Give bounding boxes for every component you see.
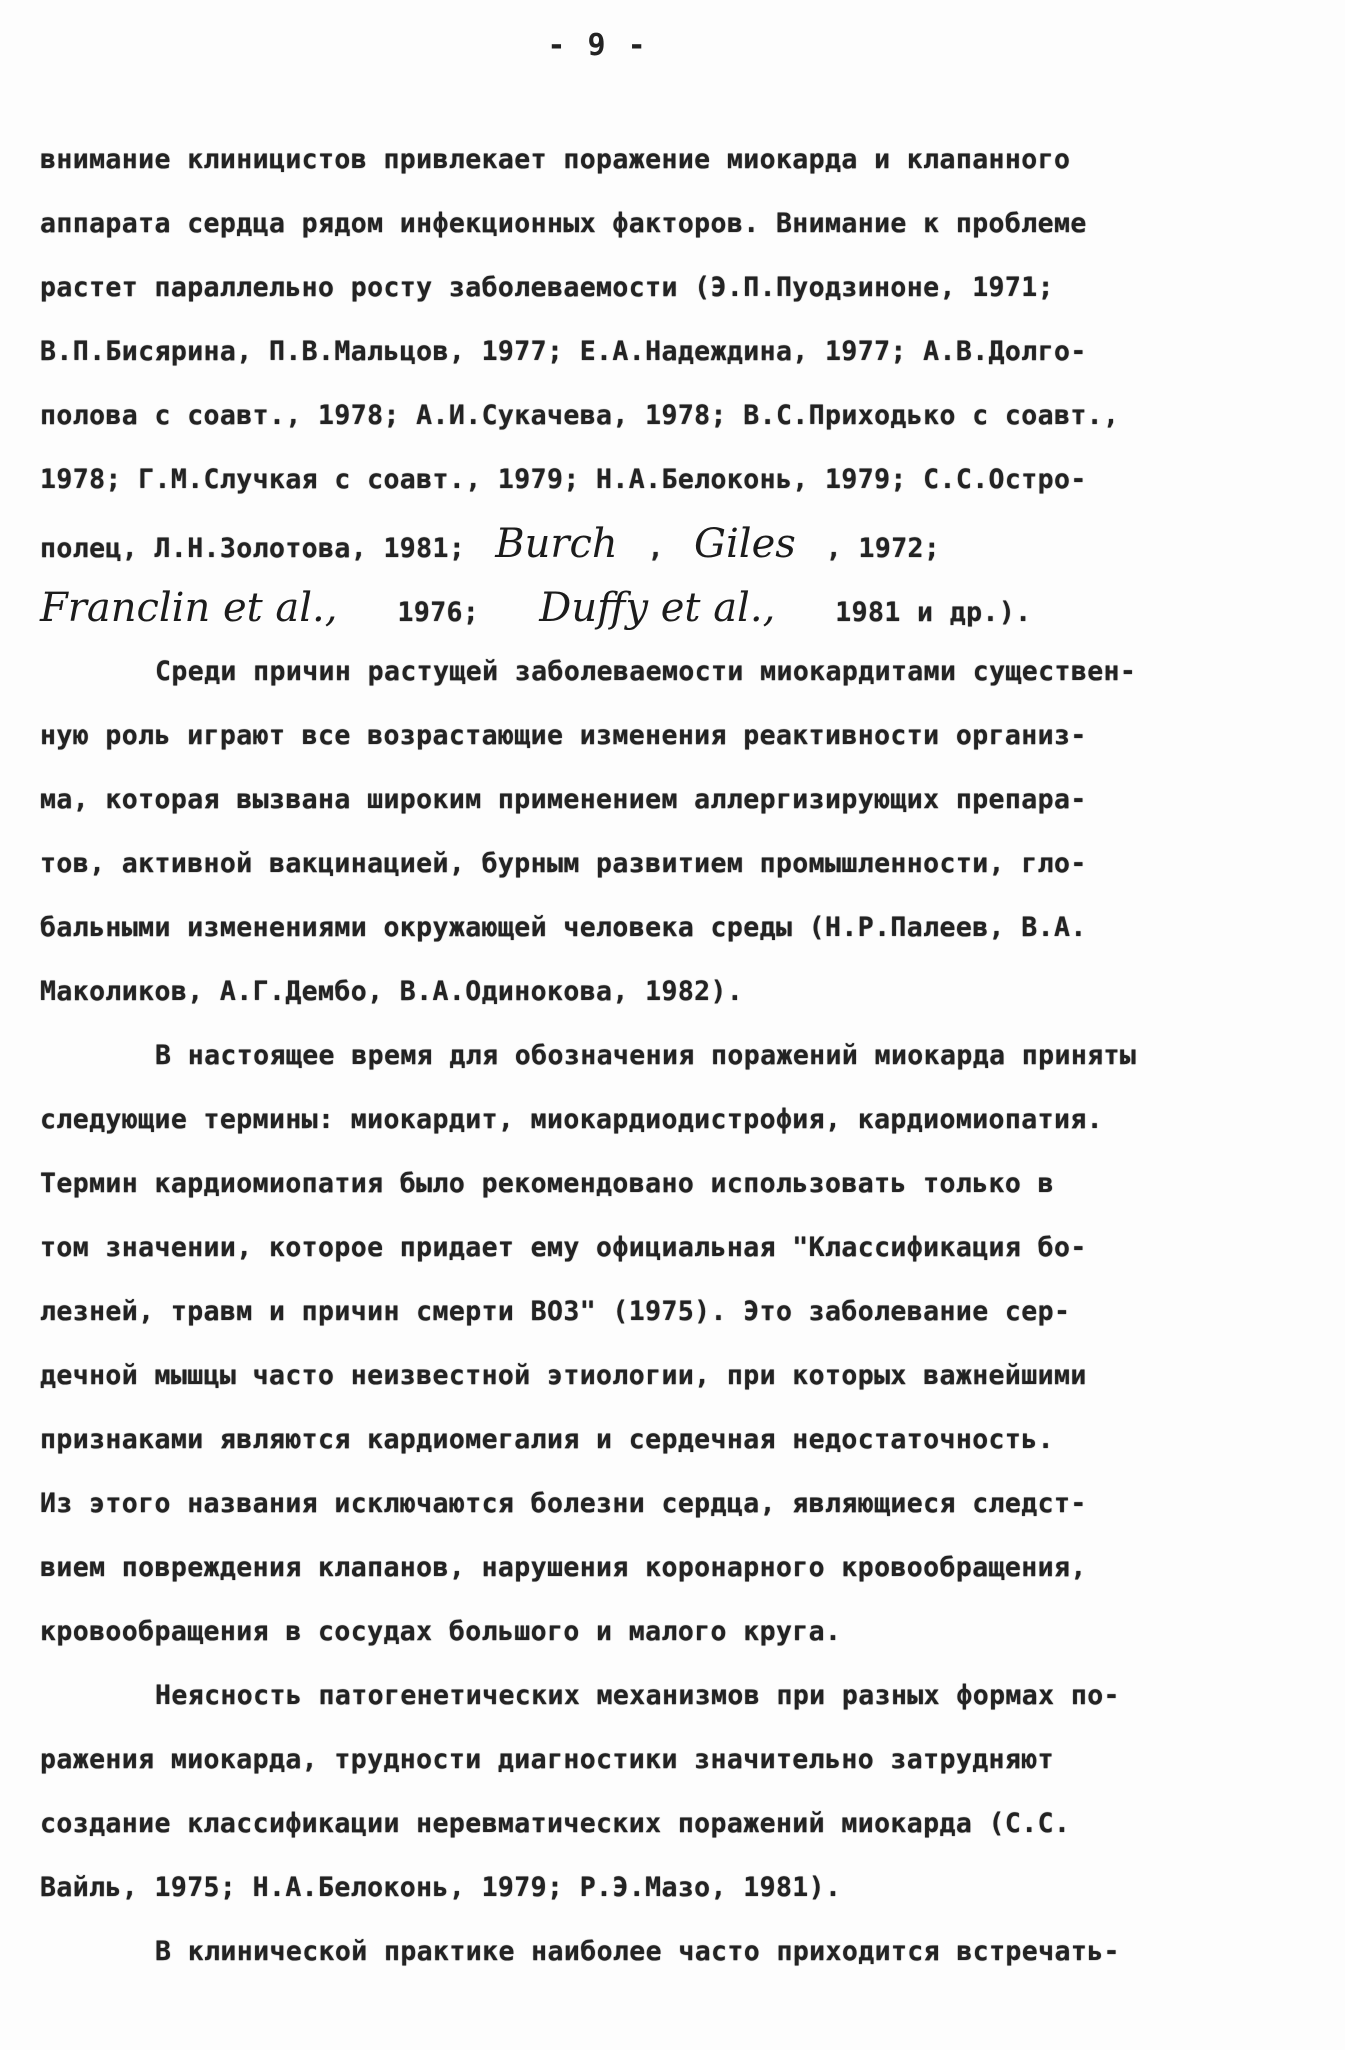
text-line: вием повреждения клапанов, нарушения коронарного кровообращения, (40, 1552, 1087, 1583)
text-line: В.П.Бисярина, П.В.Мальцов, 1977; Е.А.Надеждина, 1977; А.В.Долго- (40, 336, 1087, 367)
text-line: В клинической практике наиболее часто приходится встречать- (155, 1936, 1120, 1967)
text-line: ма, которая вызвана широким применением аллергизирующих препара- (40, 784, 1087, 815)
text-line: признаками являются кардиомегалия и сердечная недостаточность. (40, 1424, 1054, 1455)
text-line: Маколиков, А.Г.Дембо, В.А.Одинокова, 1982). (40, 976, 744, 1007)
text-line: Вайль, 1975; Н.А.Белоконь, 1979; Р.Э.Мазо, 1981). (40, 1872, 842, 1903)
text-line: ражения миокарда, трудности диагностики значительно затрудняют (40, 1744, 1054, 1775)
text-line: аппарата сердца рядом инфекционных факторов. Внимание к проблеме (40, 208, 1087, 239)
text-line-with-handwriting (40, 576, 1290, 640)
text-line: создание классификации неревматических поражений миокарда (С.С. (40, 1808, 1071, 1839)
handwritten-author: Burch (495, 521, 618, 567)
text-line: В настоящее время для обозначения поражений миокарда приняты (155, 1040, 1137, 1071)
text-line: дечной мышцы часто неизвестной этиологии, при которых важнейшими (40, 1360, 1087, 1391)
text-line: бальными изменениями окружающей человека среды (Н.Р.Палеев, В.А. (40, 912, 1087, 943)
text-line: ную роль играют все возрастающие изменения реактивности организ- (40, 720, 1087, 751)
text-line: Термин кардиомиопатия было рекомендовано использовать только в (40, 1168, 1054, 1199)
text-line-with-handwriting (40, 512, 1290, 576)
handwritten-author: Duffy et al., (539, 585, 776, 631)
text-line: растет параллельно росту заболеваемости (Э.П.Пуодзиноне, 1971; (40, 272, 1054, 303)
text-line: лезней, травм и причин смерти ВОЗ" (1975). Это заболевание сер- (40, 1296, 1071, 1327)
text-line: полова с соавт., 1978; А.И.Сукачева, 1978; В.С.Приходько с соавт., (40, 400, 1120, 431)
text-line: Среди причин растущей заболеваемости миокардитами существен- (155, 656, 1137, 687)
text-fragment: полец, Л.Н.Золотова, 1981; (40, 533, 466, 564)
text-line: Неясность патогенетических механизмов при разных формах по- (155, 1680, 1120, 1711)
handwritten-author: Giles (694, 521, 796, 567)
text-line: следующие термины: миокардит, миокардиодистрофия, кардиомиопатия. (40, 1104, 1104, 1135)
body-text (40, 128, 1290, 1984)
text-line: 1978; Г.М.Случкая с соавт., 1979; Н.А.Белоконь, 1979; С.С.Остро- (40, 464, 1087, 495)
text-line: тов, активной вакцинацией, бурным развитием промышленности, гло- (40, 848, 1087, 879)
text-line: Из этого названия исключаются болезни сердца, являющиеся следст- (40, 1488, 1087, 1519)
separator: , (647, 533, 665, 564)
page-number: - 9 - (547, 28, 648, 63)
text-line: том значении, которое придает ему официальная "Классификация бо- (40, 1232, 1087, 1263)
text-fragment: 1976; (397, 597, 480, 628)
text-fragment: , 1972; (825, 533, 941, 564)
text-fragment: 1981 и др.). (835, 597, 1032, 628)
handwritten-author: Franclin et al., (40, 585, 338, 631)
text-line: внимание клиницистов привлекает поражение миокарда и клапанного (40, 144, 1071, 175)
text-line: кровообращения в сосудах большого и малого круга. (40, 1616, 842, 1647)
